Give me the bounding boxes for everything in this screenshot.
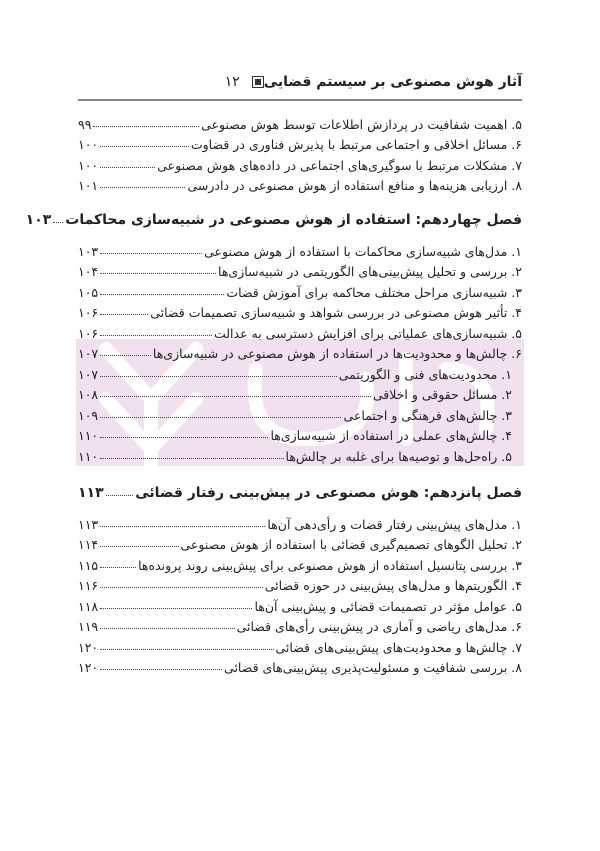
entry-title: ۱. مدل‌های پیش‌بینی رفتار قضات و رأی‌دهی آن‌ها [267, 517, 522, 532]
dot-leader [100, 526, 265, 527]
entry-title: فصل چهاردهم: استفاده از هوش مصنوعی در شبیه‌سازی محاکمات [65, 212, 522, 228]
toc-subentry[interactable] [78, 403, 522, 423]
toc-subentry[interactable] [78, 362, 522, 382]
entry-page-number: ۱۰۹ [78, 408, 99, 423]
entry-title: ۶. مسائل اخلاقی و اجتماعی مرتبط با پذیرش فناوری در قضاوت [190, 137, 522, 152]
toc-entry[interactable] [78, 532, 522, 552]
entry-title: ۷. چالش‌ها و محدودیت‌های پیش‌بینی‌های قضائی [275, 640, 522, 655]
dot-leader [100, 417, 341, 418]
entry-title: ۱. مدل‌های شبیه‌سازی محاکمات با استفاده از هوش مصنوعی [204, 244, 522, 259]
toc-entry[interactable] [78, 300, 522, 320]
entry-page-number: ۱۰۷ [78, 367, 99, 382]
entry-page-number: ۱۱۴ [78, 537, 99, 552]
page-number: ۱۲ [224, 74, 240, 90]
entry-page-number: ۹۹ [78, 117, 92, 132]
entry-title: ۲. تحلیل الگوهای تصمیم‌گیری قضائی با استفاده از هوش مصنوعی [180, 537, 522, 552]
entry-title: ۵. شبیه‌سازی‌های عملیاتی برای افزایش دسترسی به عدالت [213, 326, 522, 341]
dot-leader [100, 355, 151, 356]
toc-entry[interactable] [78, 132, 522, 152]
entry-page-number: ۱۰۶ [78, 305, 99, 320]
dot-leader [100, 437, 268, 438]
entry-page-number: ۱۰۰ [78, 158, 99, 173]
dot-leader [100, 314, 148, 315]
toc-entry[interactable] [78, 553, 522, 573]
entry-title: ۳. چالش‌های فرهنگی و اجتماعی [343, 408, 512, 423]
book-title: آثار هوش مصنوعی بر سیستم قضایی [263, 74, 522, 90]
dot-leader [100, 335, 212, 336]
entry-page-number: ۱۱۰ [78, 428, 99, 443]
entry-title: ۵. راه‌حل‌ها و توصیه‌ها برای غلبه بر چالش‌ها [285, 449, 512, 464]
entry-page-number: ۱۱۰ [78, 449, 99, 464]
entry-title: ۶. مدل‌های ریاضی و آماری در پیش‌بینی رأی‌های قضائی [236, 619, 522, 634]
dot-leader [100, 294, 224, 295]
entry-title: ۱. محدودیت‌های فنی و الگوریتمی [338, 367, 512, 382]
dot-leader [93, 126, 199, 127]
entry-title: ۴. تأثیر هوش مصنوعی در بررسی شواهد و شبیه‌سازی تصمیمات قضائی [150, 305, 522, 320]
entry-page-number: ۱۰۴ [78, 264, 99, 279]
entry-page-number: ۱۰۳ [25, 212, 52, 228]
toc-entry[interactable] [78, 321, 522, 341]
square-ornament-icon [252, 76, 264, 88]
dot-leader [100, 253, 202, 254]
toc-entry[interactable] [78, 512, 522, 532]
toc-subentry[interactable] [78, 382, 522, 402]
entry-title: فصل پانزدهم: هوش مصنوعی در پیش‌بینی رفتار قضائی [135, 485, 522, 501]
entry-title: ۴. الگوریتم‌ها و مدل‌های پیش‌بینی در حوزه قضائی [264, 578, 522, 593]
dot-leader [100, 146, 189, 147]
dot-leader [100, 396, 371, 397]
entry-page-number: ۱۰۰ [78, 137, 99, 152]
entry-title: ۸. بررسی شفافیت و مسئولیت‌پذیری پیش‌بینی‌های قضائی [224, 660, 522, 675]
toc-entry[interactable] [78, 259, 522, 279]
dot-leader [100, 167, 155, 168]
entry-page-number: ۱۰۸ [78, 387, 99, 402]
toc-subentry[interactable] [78, 444, 522, 464]
dot-leader [100, 587, 263, 588]
dot-leader [100, 546, 178, 547]
toc-entry[interactable] [78, 112, 522, 132]
toc-entry[interactable] [78, 341, 522, 361]
toc-entry[interactable] [78, 614, 522, 634]
toc-entry[interactable] [78, 280, 522, 300]
entry-page-number: ۱۱۵ [78, 558, 99, 573]
entry-page-number: ۱۱۳ [78, 485, 104, 501]
dot-leader [100, 376, 337, 377]
dot-leader [100, 628, 234, 629]
entry-title: ۳. بررسی پتانسیل استفاده از هوش مصنوعی برای پیش‌بینی روند پرونده‌ها [138, 558, 522, 573]
toc-entry[interactable] [78, 173, 522, 193]
toc-entry[interactable] [78, 573, 522, 593]
entry-title: ۷. مشکلات مرتبط با سوگیری‌های اجتماعی در داده‌های هوش مصنوعی [157, 158, 522, 173]
entry-page-number: ۱۰۱ [78, 178, 99, 193]
entry-title: ۶. چالش‌ها و محدودیت‌ها در استفاده از هوش مصنوعی در شبیه‌سازی‌ها [152, 346, 522, 361]
page-header [78, 70, 522, 94]
toc-subentry[interactable] [78, 423, 522, 443]
entry-page-number: ۱۰۷ [78, 346, 99, 361]
entry-page-number: ۱۱۳ [78, 517, 99, 532]
entry-title: ۴. چالش‌های عملی در استفاده از شبیه‌سازی‌ها [270, 428, 512, 443]
dot-leader [100, 567, 136, 568]
toc-entry[interactable] [78, 635, 522, 655]
dot-leader [53, 222, 63, 223]
entry-page-number: ۱۰۳ [78, 244, 99, 259]
dot-leader [100, 187, 185, 188]
header-divider [78, 99, 522, 101]
entry-page-number: ۱۱۸ [78, 599, 99, 614]
dot-leader [100, 458, 283, 459]
entry-title: ۵. اهمیت شفافیت در پردازش اطلاعات توسط هوش مصنوعی [201, 117, 522, 132]
entry-title: ۲. بررسی و تحلیل پیش‌بینی‌های الگوریتمی در شبیه‌سازی‌ها [218, 264, 522, 279]
entry-title: ۸. ارزیابی هزینه‌ها و منافع استفاده از هوش مصنوعی در دادرسی [187, 178, 522, 193]
dot-leader [100, 649, 273, 650]
toc-entry[interactable] [78, 239, 522, 259]
entry-page-number: ۱۱۹ [78, 619, 99, 634]
chapter-entry[interactable] [78, 481, 522, 501]
entry-title: ۵. عوامل مؤثر در تصمیمات قضائی و پیش‌بینی آن‌ها [254, 599, 522, 614]
dot-leader [100, 669, 222, 670]
entry-title: ۳. شبیه‌سازی مراحل مختلف محاکمه برای آموزش قضات [226, 285, 522, 300]
toc-entry[interactable] [78, 655, 522, 675]
entry-page-number: ۱۰۶ [78, 326, 99, 341]
entry-page-number: ۱۱۶ [78, 578, 99, 593]
toc-entry[interactable] [78, 153, 522, 173]
toc-entry[interactable] [78, 594, 522, 614]
entry-page-number: ۱۲۰ [78, 640, 99, 655]
dot-leader [100, 273, 216, 274]
dot-leader [100, 608, 252, 609]
chapter-entry[interactable] [25, 208, 522, 228]
entry-title: ۲. مسائل حقوقی و اخلاقی [372, 387, 512, 402]
entry-page-number: ۱۰۵ [78, 285, 99, 300]
dot-leader [106, 495, 134, 496]
entry-page-number: ۱۲۰ [78, 660, 99, 675]
